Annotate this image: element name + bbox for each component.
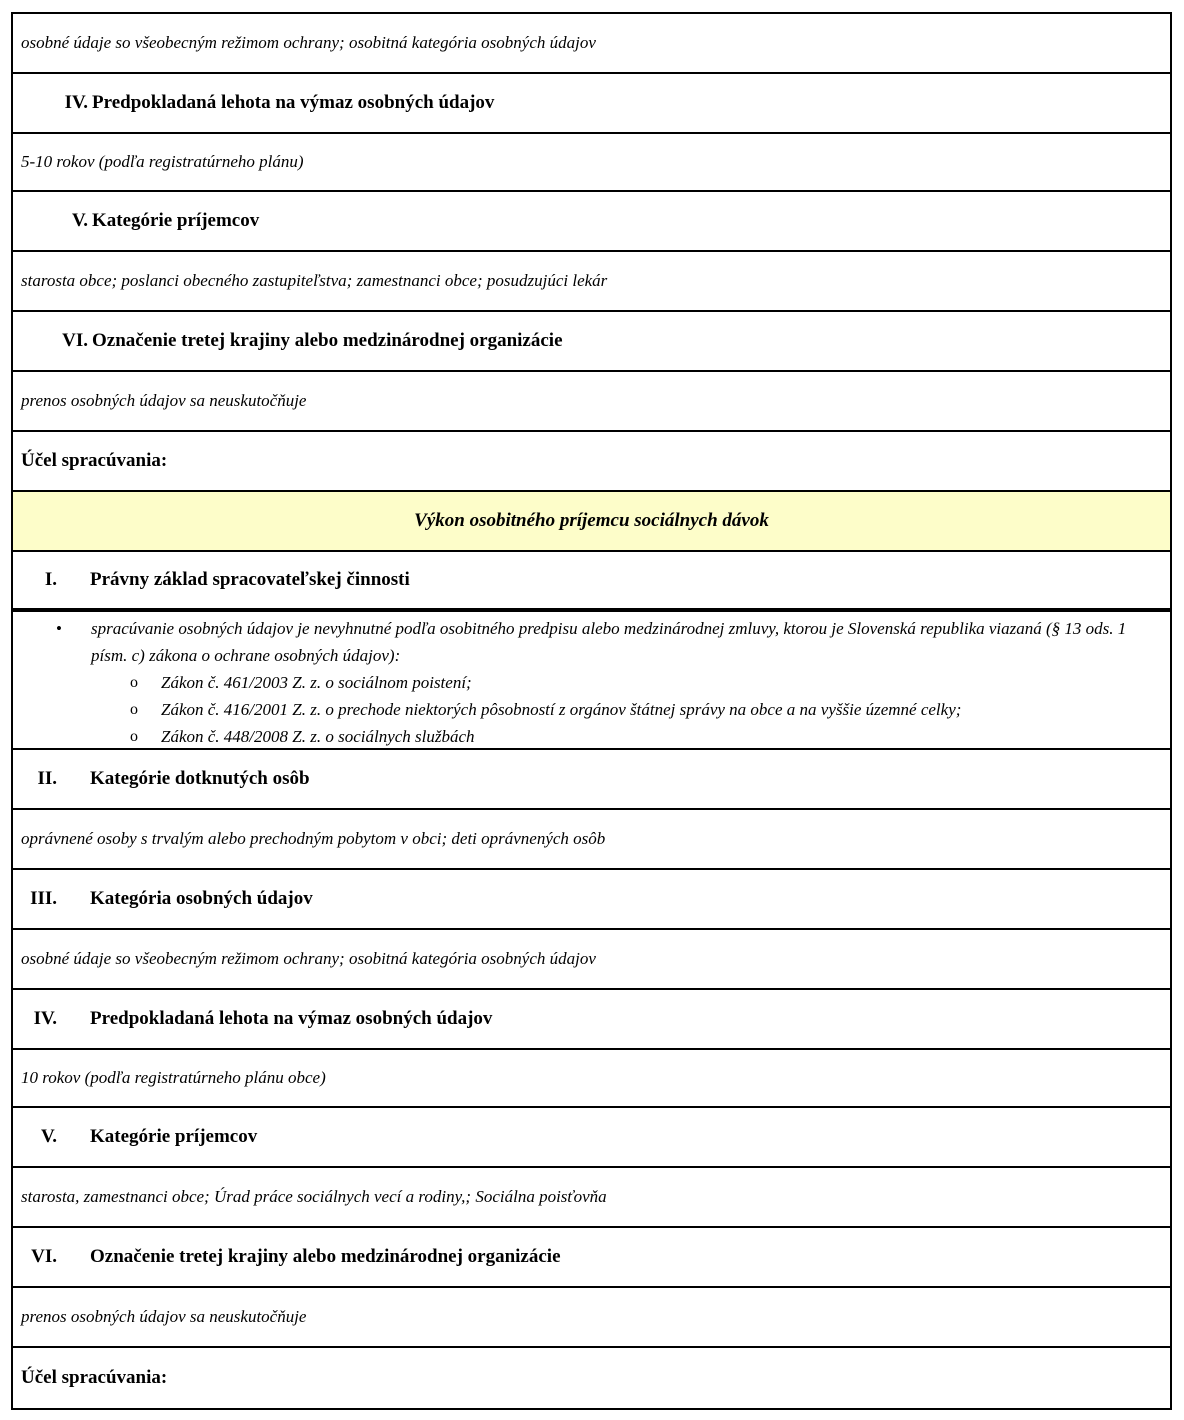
deletion-period-value: 10 rokov (podľa registratúrneho plánu obce) [13, 1050, 1170, 1108]
legal-basis-list [13, 612, 1170, 750]
third-country-value: prenos osobných údajov sa neuskutočňuje [13, 372, 1170, 432]
purpose-title-banner: Výkon osobitného príjemcu sociálnych dávok [13, 492, 1170, 552]
law-item: o Zákon č. 416/2001 Z. z. o prechode niektorých pôsobností z orgánov štátnej správy na obce a na vyššie územné celky; [13, 696, 1170, 723]
deletion-period-heading: IV. Predpokladaná lehota na výmaz osobných údajov [13, 990, 1170, 1050]
recipients-value: starosta obce; poslanci obecného zastupiteľstva; zamestnanci obce; posudzujúci lekár [13, 252, 1170, 312]
purpose-label: Účel spracúvania: [13, 432, 1170, 492]
bullet-marker: • [56, 619, 62, 638]
recipients-heading: V. Kategórie príjemcov [13, 1108, 1170, 1168]
recipients-value: starosta, zamestnanci obce; Úrad práce sociálnych vecí a rodiny,; Sociálna poisťovňa [13, 1168, 1170, 1228]
legal-basis-bullet-item: • spracúvanie osobných údajov je nevyhnutné podľa osobitného predpisu alebo medzinárodnej zmluvy, ktorou je Slovenská republika viazaná (§ 13 ods. 1 písm. c) zákona o ochrane osobných údajov): [13, 615, 1170, 669]
data-subjects-value: oprávnené osoby s trvalým alebo prechodným pobytom v obci; deti oprávnených osôb [13, 810, 1170, 870]
legal-basis-heading: I. Právny základ spracovateľskej činnosti [13, 552, 1170, 612]
third-country-heading: VI. Označenie tretej krajiny alebo medzinárodnej organizácie [13, 1228, 1170, 1288]
sub-bullet-marker: o [130, 728, 138, 745]
personal-data-heading: III. Kategória osobných údajov [13, 870, 1170, 930]
personal-data-value: osobné údaje so všeobecným režimom ochrany; osobitná kategória osobných údajov [13, 930, 1170, 990]
deletion-period-heading: IV. Predpokladaná lehota na výmaz osobných údajov [13, 74, 1170, 134]
third-country-heading: VI. Označenie tretej krajiny alebo medzinárodnej organizácie [13, 312, 1170, 372]
law-item: o Zákon č. 461/2003 Z. z. o sociálnom poistení; [13, 669, 1170, 696]
sub-bullet-marker: o [130, 674, 138, 691]
purpose-label: Účel spracúvania: [21, 1367, 168, 1388]
deletion-period-value: 5-10 rokov (podľa registratúrneho plánu) [13, 134, 1170, 192]
personal-data-category-value: osobné údaje so všeobecným režimom ochrany; osobitná kategória osobných údajov [13, 14, 1170, 74]
data-subjects-heading: II. Kategórie dotknutých osôb [13, 750, 1170, 810]
sub-bullet-marker: o [130, 701, 138, 718]
processing-records-table [11, 12, 1172, 1410]
recipients-heading: V. Kategórie príjemcov [13, 192, 1170, 252]
third-country-value: prenos osobných údajov sa neuskutočňuje [13, 1288, 1170, 1348]
law-item: o Zákon č. 448/2008 Z. z. o sociálnych službách [13, 723, 1170, 750]
